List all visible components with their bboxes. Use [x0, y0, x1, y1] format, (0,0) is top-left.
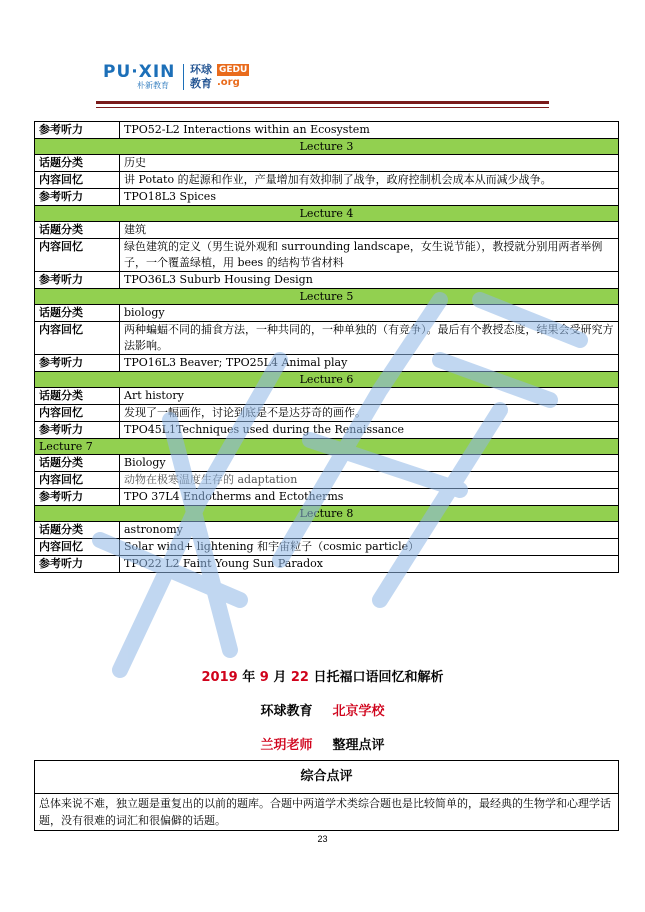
- org-line: [0, 700, 645, 719]
- table-row: [35, 272, 619, 289]
- puxin-logo: [103, 64, 175, 90]
- content-value: 发现了一幅画作，讨论到底是不是达芬奇的画作。: [120, 405, 619, 422]
- reference-label: 参考听力: [35, 122, 120, 139]
- lecture-table: [34, 121, 619, 573]
- topic-value: Art history: [120, 388, 619, 405]
- puxin-logo-subtext: 朴新教育: [137, 81, 169, 90]
- lecture-title: Lecture 8: [35, 506, 619, 522]
- lecture-header-row: [35, 506, 619, 522]
- table-row: [35, 455, 619, 472]
- table-row: [35, 222, 619, 239]
- table-row: [35, 556, 619, 573]
- header-rule-thin: [96, 107, 549, 108]
- puxin-logo-text: PU·XIN: [103, 62, 176, 82]
- topic-label: 话题分类: [35, 222, 120, 239]
- title-rest: 日托福口语回忆和解析: [308, 670, 444, 685]
- lecture-title: Lecture 4: [35, 206, 619, 222]
- content-label: 内容回忆: [35, 239, 120, 272]
- review-body: 总体来说不难，独立题是重复出的以前的题库。合题中两道学术类综合题也是比较简单的，最经典的生物学和心理学话题，没有很难的词汇和很偏僻的话题。: [35, 794, 619, 831]
- lecture-header-row: [35, 372, 619, 388]
- content-value: Solar wind+ lightening 和宇宙粒子（cosmic particle）: [120, 539, 619, 556]
- content-value: 动物在极寒温度生存的 adaptation: [120, 472, 619, 489]
- lecture-header-row: [35, 439, 619, 455]
- reference-label: 参考听力: [35, 556, 120, 573]
- content-label: 内容回忆: [35, 172, 120, 189]
- lecture-title: Lecture 7: [35, 439, 619, 455]
- table-row: [35, 122, 619, 139]
- document-title: [0, 666, 645, 685]
- topic-label: 话题分类: [35, 155, 120, 172]
- lecture-header-row: [35, 289, 619, 305]
- table-row: [35, 305, 619, 322]
- gedu-logo-en: GEDU: [219, 65, 248, 75]
- content-label: 内容回忆: [35, 472, 120, 489]
- topic-label: 话题分类: [35, 388, 120, 405]
- table-row: [35, 489, 619, 506]
- table-row: [35, 189, 619, 206]
- topic-value: Biology: [120, 455, 619, 472]
- table-row: [35, 472, 619, 489]
- table-row: [35, 172, 619, 189]
- gedu-logo: [190, 63, 250, 91]
- page-number: 23: [317, 834, 328, 844]
- table-row: [35, 388, 619, 405]
- review-heading: 综合点评: [35, 761, 619, 794]
- reference-value: TPO 37L4 Endotherms and Ectotherms: [120, 489, 619, 506]
- gedu-logo-cn: 环球教育: [190, 63, 212, 90]
- reference-label: 参考听力: [35, 272, 120, 289]
- table-row: [35, 522, 619, 539]
- review-table: [34, 760, 619, 831]
- topic-value: biology: [120, 305, 619, 322]
- page-header: [0, 0, 645, 120]
- title-year: 2019: [201, 670, 238, 685]
- content-label: 内容回忆: [35, 539, 120, 556]
- reference-value: TPO18L3 Spices: [120, 189, 619, 206]
- table-row: [35, 422, 619, 439]
- table-row: [35, 355, 619, 372]
- reference-value: TPO16L3 Beaver; TPO25L4 Animal play: [120, 355, 619, 372]
- review-header-row: [35, 761, 619, 794]
- teacher-name: 兰玥老师: [260, 738, 313, 753]
- lecture-header-row: [35, 206, 619, 222]
- content-label: 内容回忆: [35, 322, 120, 355]
- reference-label: 参考听力: [35, 355, 120, 372]
- teacher-line: [0, 734, 645, 753]
- reference-value: TPO36L3 Suburb Housing Design: [120, 272, 619, 289]
- reference-label: 参考听力: [35, 189, 120, 206]
- title-month: 9: [259, 670, 269, 685]
- table-row: [35, 405, 619, 422]
- table-row: [35, 539, 619, 556]
- content-value: 两种蝙蝠不同的捕食方法，一种共同的，一种单独的（有竞争）。最后有个教授态度，结果会受研究方法影响。: [120, 322, 619, 355]
- logo-divider: [183, 64, 184, 90]
- table-row: [35, 322, 619, 355]
- reference-value: TPO52-L2 Interactions within an Ecosystem: [120, 122, 619, 139]
- teacher-role: 整理点评: [332, 738, 385, 753]
- topic-label: 话题分类: [35, 455, 120, 472]
- lecture-title: Lecture 6: [35, 372, 619, 388]
- org-name: 环球教育: [260, 704, 313, 719]
- title-day: 22: [290, 670, 309, 685]
- content-value: 绿色建筑的定义（男生说外观和 surrounding landscape，女生说节能），教授就分别用两者举例子，一个覆盖绿植，用 bees 的结构节省材料: [120, 239, 619, 272]
- gedu-logo-domain: .org: [217, 77, 240, 88]
- topic-label: 话题分类: [35, 305, 120, 322]
- topic-label: 话题分类: [35, 522, 120, 539]
- title-month-suffix: 月: [268, 670, 291, 685]
- org-school: 北京学校: [332, 704, 385, 719]
- reference-label: 参考听力: [35, 489, 120, 506]
- topic-value: 建筑: [120, 222, 619, 239]
- content-label: 内容回忆: [35, 405, 120, 422]
- header-rule-thick: [96, 101, 549, 104]
- topic-value: 历史: [120, 155, 619, 172]
- topic-value: astronomy: [120, 522, 619, 539]
- lecture-title: Lecture 5: [35, 289, 619, 305]
- lecture-header-row: [35, 139, 619, 155]
- table-row: [35, 239, 619, 272]
- reference-value: TPO22 L2 Faint Young Sun Paradox: [120, 556, 619, 573]
- reference-label: 参考听力: [35, 422, 120, 439]
- table-row: [35, 155, 619, 172]
- reference-value: TPO45L1Techniques used during the Renaissance: [120, 422, 619, 439]
- content-value: 讲 Potato 的起源和作业，产量增加有效抑制了战争，政府控制机会成本从而减少战争。: [120, 172, 619, 189]
- lecture-title: Lecture 3: [35, 139, 619, 155]
- review-body-row: [35, 794, 619, 831]
- title-year-suffix: 年: [237, 670, 260, 685]
